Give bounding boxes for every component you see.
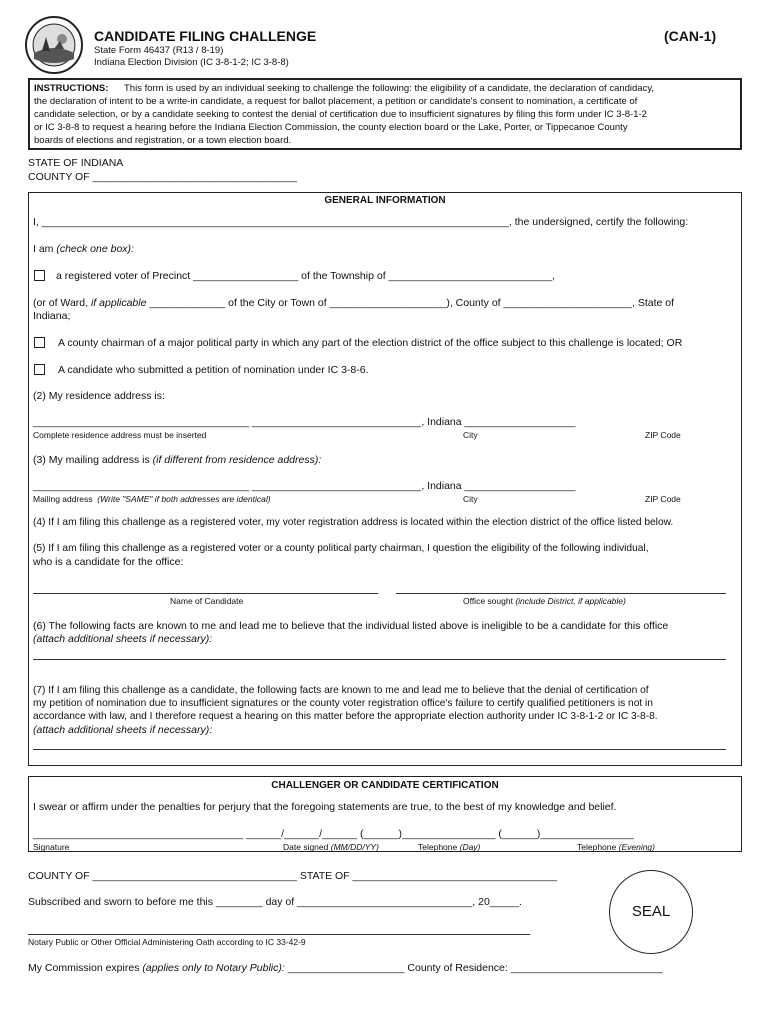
commission-county-blanks: ____________________ County of Residence: __________________________ (287, 962, 663, 974)
notary-only-hint: (applies only to Notary Public): (142, 962, 285, 974)
county-chairman-option[interactable]: A county chairman of a major political party in which any part of the election district of the office subject to this challenge is located; OR (58, 337, 683, 349)
include-district-hint: (include District, if applicable) (515, 596, 626, 606)
day-hint: (Day) (459, 842, 481, 852)
city-county-state-blanks: _____________ of the City or Town of ____________________), County of ______________________, State of (149, 297, 675, 309)
question-7-line-3: accordance with law, and I therefore request a hearing on this matter before the appropriate election authority under IC 3-8-1-2 or IC 3-8-8. (33, 711, 658, 722)
ward-city-county-field[interactable] (33, 297, 674, 309)
candidate-option[interactable]: A candidate who submitted a petition of nomination under IC 3-8-6. (58, 364, 369, 376)
i-am-text: I am (33, 243, 54, 255)
residence-address-question: (2) My residence address is: (33, 390, 165, 402)
question-6-line-2: (attach additional sheets if necessary): (33, 633, 213, 645)
county-of-field[interactable]: COUNTY OF ___________________________________ (28, 171, 297, 183)
question-7-line-4: (attach additional sheets if necessary): (33, 724, 213, 736)
i-am-label (33, 243, 134, 255)
division-citation: Indiana Election Division (IC 3-8-1-2; IC 3-8-8) (94, 57, 289, 68)
residence-address-caption: Complete residence address must be inserted (33, 430, 207, 440)
ward-label: (or of Ward, (33, 297, 89, 309)
if-applicable-hint: if applicable (90, 297, 147, 309)
instructions-line: boards of elections and registration, or a town election board. (34, 135, 292, 146)
general-information-heading: GENERAL INFORMATION (324, 195, 446, 206)
form-title: CANDIDATE FILING CHALLENGE (94, 28, 317, 44)
evening-hint: (Evening) (618, 842, 655, 852)
office-sought-text: Office sought (463, 596, 513, 606)
date-signed-caption (283, 842, 379, 852)
instructions-line: candidate selection, or by a candidate seeking to contest the denial of certification due to insufficient signatures by filing this form under IC 3-8-1-2 (34, 109, 647, 120)
telephone-evening-caption (577, 842, 655, 852)
indiana-label: Indiana; (33, 310, 71, 322)
registered-voter-option[interactable]: a registered voter of Precinct __________________ of the Township of ____________________________, (56, 270, 555, 282)
check-one-box-hint: (check one box): (56, 243, 134, 255)
seal-label: SEAL (631, 903, 671, 920)
telephone-text: Telephone (418, 842, 458, 852)
question-5-line-2: who is a candidate for the office: (33, 556, 184, 568)
instructions-line: the declaration of intent to be a write-in candidate, a request for ballot placement, a petition or candidate's consent to nomination, a certificate of (34, 96, 638, 107)
form-code: (CAN-1) (664, 28, 717, 44)
perjury-oath: I swear or affirm under the penalties for perjury that the foregoing statements are true, to the best of my knowledge and belief. (33, 801, 617, 813)
city-caption: City (463, 430, 478, 440)
signature-date-telephone-fields[interactable]: ____________________________________ ______/______/______ (______)________________ (______)________________ (33, 828, 634, 840)
certification-heading: CHALLENGER OR CANDIDATE CERTIFICATION (271, 780, 499, 791)
mailing-address-caption (33, 494, 271, 504)
instructions-label: INSTRUCTIONS: (34, 83, 109, 94)
subscribed-sworn-line[interactable]: Subscribed and sworn to before me this ________ day of ______________________________, 20_____. (28, 896, 522, 908)
mailing-address-caption-text: Mailing address (33, 494, 93, 504)
question-6-line-1: (6) The following facts are known to me and lead me to believe that the individual listed above is ineligible to be a candidate for this office (33, 620, 669, 632)
registered-voter-checkbox[interactable] (34, 270, 45, 281)
instructions-line: This form is used by an individual seeking to challenge the following: the eligibility of a candidate, the declaration of candidacy, (124, 83, 655, 94)
residence-address-field[interactable]: _____________________________________ _____________________________, Indiana ___________________ (33, 416, 576, 428)
commission-expires-text: My Commission expires (28, 962, 140, 974)
candidate-checkbox[interactable] (34, 364, 45, 375)
date-signed-text: Date signed (283, 842, 329, 852)
zip-caption: ZIP Code (645, 430, 681, 440)
instructions-line: or IC 3-8-8 to request a hearing before the Indiana Election Commission, the county election board or the Lake, Porter, or Tippecanoe County (34, 122, 628, 133)
date-format-hint: (MM/DD/YY) (330, 842, 379, 852)
notary-county-state-fields[interactable]: COUNTY OF ___________________________________ STATE OF ___________________________________ (28, 870, 557, 882)
mailing-address-hint: (if different from residence address): (152, 454, 322, 466)
state-form-number: State Form 46437 (R13 / 8-19) (94, 45, 224, 56)
question-7-line-2: my petition of nomination due to insufficient signatures or the county voter registration office's failure to certify qualified petitioners is not in (33, 698, 653, 709)
city-caption: City (463, 494, 478, 504)
telephone-day-caption (418, 842, 480, 852)
mailing-address-text: (3) My mailing address is (33, 454, 150, 466)
candidate-name-caption: Name of Candidate (170, 596, 244, 606)
notary-signature-line[interactable] (28, 934, 530, 935)
county-chairman-checkbox[interactable] (34, 337, 45, 348)
indiana-state-seal-icon (24, 15, 84, 75)
commission-expires-line[interactable] (28, 962, 663, 974)
question-6-answer-line[interactable] (33, 659, 726, 660)
question-5-line-1: (5) If I am filing this challenge as a registered voter or a county political party chairman, I question the eligibility of the following individual, (33, 543, 649, 554)
write-same-hint: (Write "SAME" if both addresses are identical) (97, 494, 271, 504)
signature-caption: Signature (33, 842, 70, 852)
mailing-address-question (33, 454, 321, 466)
state-of-indiana: STATE OF INDIANA (28, 157, 124, 169)
telephone-text: Telephone (577, 842, 617, 852)
notary-caption: Notary Public or Other Official Administering Oath according to IC 33-42-9 (28, 937, 306, 947)
office-sought-line[interactable] (396, 593, 726, 594)
candidate-name-line[interactable] (33, 593, 378, 594)
certify-name-field[interactable]: I, ________________________________________________________________________________, the undersigned, certify the following: (33, 216, 689, 228)
zip-caption: ZIP Code (645, 494, 681, 504)
question-4: (4) If I am filing this challenge as a registered voter, my voter registration address is located within the election district of the office listed below. (33, 517, 674, 528)
office-sought-caption (463, 596, 626, 606)
mailing-address-field[interactable]: _____________________________________ _____________________________, Indiana ___________________ (33, 480, 576, 492)
question-7-line-1: (7) If I am filing this challenge as a candidate, the following facts are known to me and lead me to believe that the denial of certification of (33, 685, 649, 696)
question-7-answer-line[interactable] (33, 749, 726, 750)
